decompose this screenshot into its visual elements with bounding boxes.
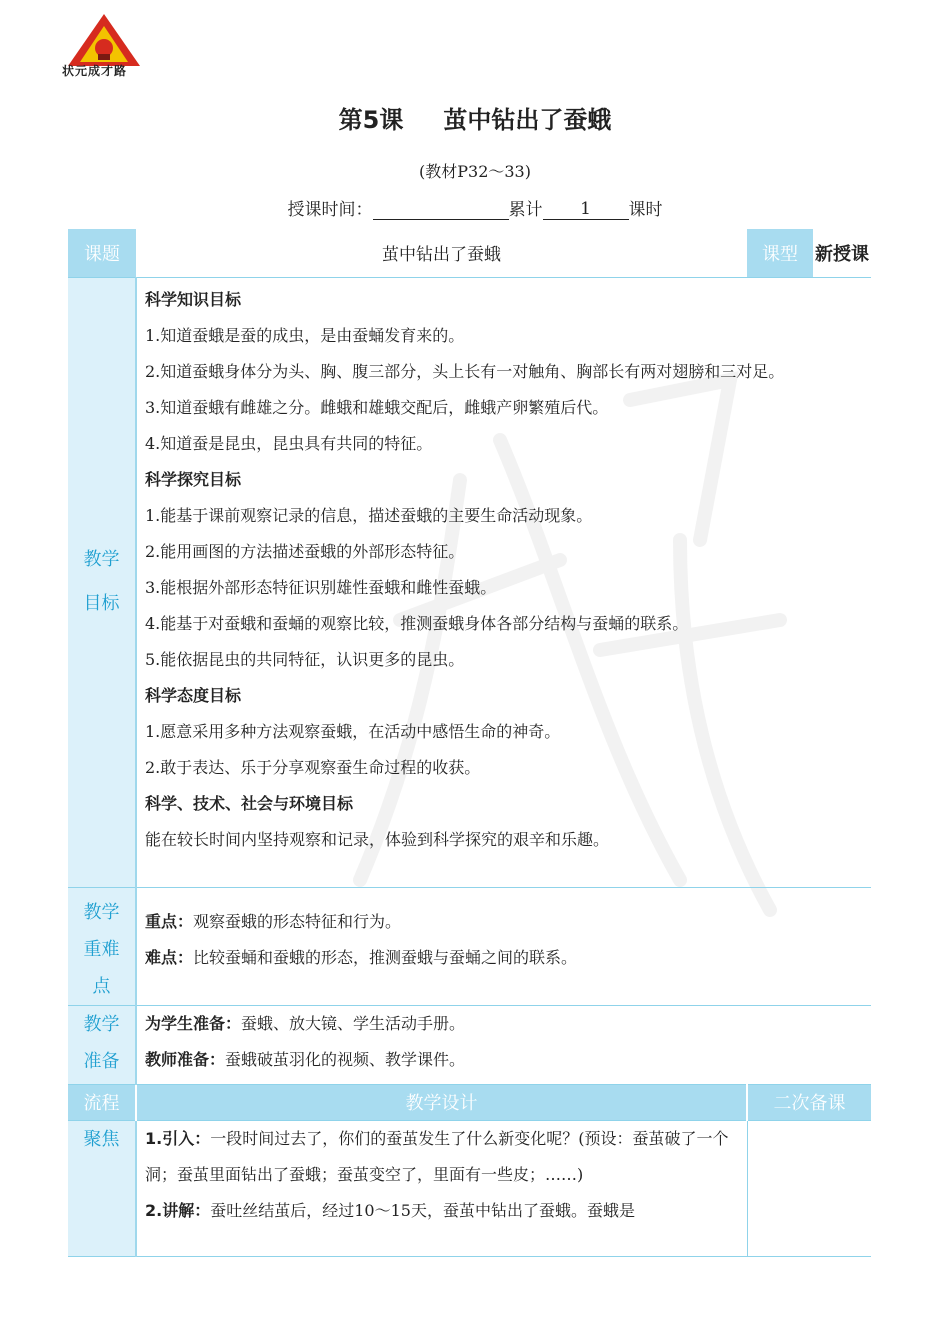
intro-line — [145, 1121, 739, 1193]
prep-row — [68, 1005, 871, 1084]
teacher-prep-text: 蚕蛾破茧羽化的视频、教学课件。 — [225, 1049, 466, 1069]
goal-item: 1.能基于课前观察记录的信息，描述蚕蛾的主要生命活动现象。 — [145, 505, 593, 525]
teacher-prep-line — [145, 1042, 863, 1078]
goal-item: 2.敢于表达、乐于分享观察蚕生命过程的收获。 — [145, 757, 481, 777]
second-prep-header: 二次备课 — [747, 1084, 871, 1120]
student-prep-label: 为学生准备： — [145, 1013, 242, 1033]
lesson-timeline — [0, 195, 950, 220]
focus-label: 聚焦 — [68, 1120, 136, 1256]
student-prep-line — [145, 1006, 863, 1042]
design-header: 教学设计 — [136, 1084, 747, 1120]
goal-item: 能在较长时间内坚持观察和记录，体验到科学探究的艰辛和乐趣。 — [145, 829, 610, 849]
lesson-title — [0, 100, 950, 135]
goals-label-1: 教学 — [83, 549, 120, 570]
count-value: 1 — [543, 199, 629, 220]
lesson-plan-table — [68, 229, 871, 1257]
topic-row — [68, 229, 871, 277]
explain-label: 2.讲解： — [145, 1200, 211, 1220]
goal-item: 5.能依据昆虫的共同特征，认识更多的昆虫。 — [145, 649, 465, 669]
key-point-label: 重点： — [145, 911, 194, 931]
key-points-label-3: 点 — [92, 975, 111, 997]
difficulty-line — [145, 940, 863, 976]
lesson-name: 茧中钻出了蚕蛾 — [443, 106, 612, 134]
explain-line — [145, 1193, 739, 1229]
key-points-label — [68, 887, 136, 1005]
goals-label-2: 目标 — [83, 593, 120, 614]
difficulty-text: 比较蚕蛹和蚕蛾的形态，推测蚕蛾与蚕蛹之间的联系。 — [193, 947, 578, 967]
key-points-label-1: 教学 — [83, 901, 120, 923]
type-value: 新授课 — [813, 229, 871, 277]
intro-text: 一段时间过去了，你们的蚕茧发生了什么新变化呢？(预设：蚕茧破了一个洞；蚕茧里面钻出了蚕蛾；蚕茧变空了，里面有一些皮；……) — [145, 1128, 729, 1184]
flow-header: 流程 — [68, 1084, 136, 1120]
focus-content — [136, 1120, 747, 1256]
count-label: 累计 — [508, 200, 543, 220]
focus-row — [68, 1120, 871, 1256]
key-points-content — [136, 887, 871, 1005]
goals-row — [68, 277, 871, 887]
key-point-line — [145, 904, 863, 940]
prep-content — [136, 1005, 871, 1084]
design-header-row — [68, 1084, 871, 1120]
prep-label-1: 教学 — [83, 1013, 120, 1035]
goal-item: 2.知道蚕蛾身体分为头、胸、腹三部分，头上长有一对触角、胸部长有两对翅膀和三对足。 — [145, 361, 785, 381]
goal-item: 3.知道蚕蛾有雌雄之分。雌蛾和雄蛾交配后，雌蛾产卵繁殖后代。 — [145, 397, 609, 417]
goal-item: 3.能根据外部形态特征识别雄性蚕蛾和雌性蚕蛾。 — [145, 577, 497, 597]
goal-item: 1.知道蚕蛾是蚕的成虫，是由蚕蛹发育来的。 — [145, 325, 465, 345]
goal-section-heading: 科学态度目标 — [145, 685, 242, 705]
goals-label — [68, 277, 136, 887]
goal-item: 1.愿意采用多种方法观察蚕蛾，在活动中感悟生命的神奇。 — [145, 721, 561, 741]
teach-time-label: 授课时间： — [287, 200, 373, 220]
goal-section-heading: 科学、技术、社会与环境目标 — [145, 793, 354, 813]
unit-label: 课时 — [628, 200, 663, 220]
goal-item: 4.能基于对蚕蛾和蚕蛹的观察比较，推测蚕蛾身体各部分结构与蚕蛹的联系。 — [145, 613, 689, 633]
goal-section-heading: 科学探究目标 — [145, 469, 242, 489]
goal-item: 4.知道蚕是昆虫，昆虫具有共同的特征。 — [145, 433, 433, 453]
difficulty-label: 难点： — [145, 947, 194, 967]
brand-logo-text: 状元成才路 — [62, 64, 128, 78]
type-label: 课型 — [747, 229, 813, 277]
second-prep-cell[interactable] — [747, 1120, 871, 1256]
lesson-number: 第5课 — [338, 106, 404, 134]
topic-label: 课题 — [68, 229, 136, 277]
goal-item: 2.能用画图的方法描述蚕蛾的外部形态特征。 — [145, 541, 465, 561]
explain-text: 蚕吐丝结茧后，经过10～15天，蚕茧中钻出了蚕蛾。蚕蛾是 — [210, 1200, 635, 1220]
key-points-label-2: 重难 — [83, 938, 120, 960]
goals-content — [136, 277, 871, 887]
key-points-row — [68, 887, 871, 1005]
intro-label: 1.引入： — [145, 1128, 211, 1148]
prep-label — [68, 1005, 136, 1084]
goal-section-heading: 科学知识目标 — [145, 289, 242, 309]
student-prep-text: 蚕蛾、放大镜、学生活动手册。 — [241, 1013, 466, 1033]
lesson-subtitle: (教材P32～33) — [419, 162, 531, 181]
teach-time-blank — [373, 201, 509, 220]
teacher-prep-label: 教师准备： — [145, 1049, 226, 1069]
key-point-text: 观察蚕蛾的形态特征和行为。 — [193, 911, 402, 931]
topic-value: 茧中钻出了蚕蛾 — [136, 229, 747, 277]
prep-label-2: 准备 — [83, 1050, 120, 1072]
